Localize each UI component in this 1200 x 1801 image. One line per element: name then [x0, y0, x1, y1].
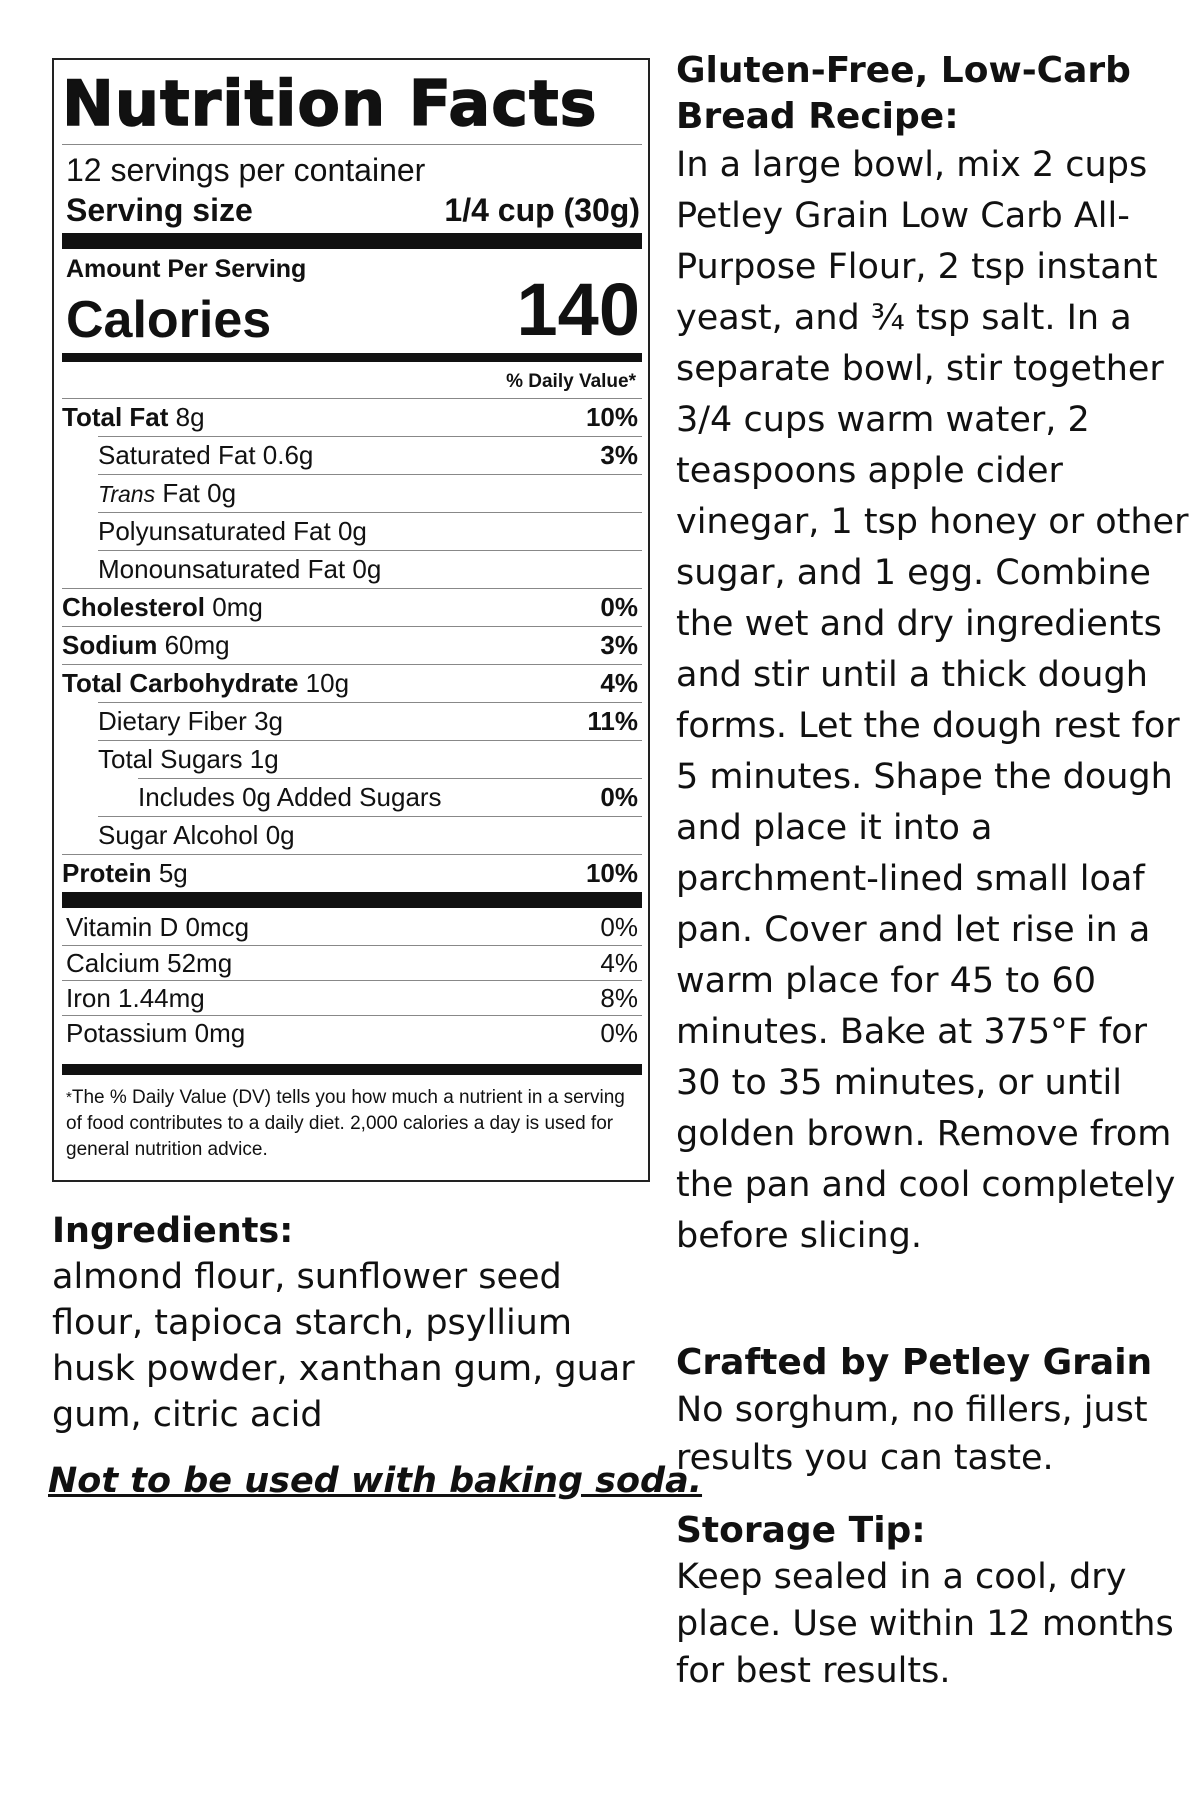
nutrition-facts-title: Nutrition Facts: [62, 67, 598, 140]
nutrient-label: Total Sugars: [98, 744, 243, 774]
vitamin-dv: 0%: [600, 912, 638, 942]
nutrient-amount: 0g: [352, 554, 382, 584]
footnote-text: The % Daily Value (DV) tells you how much a nutrient in a serving of food contributes to a daily diet. 2,000 calories a day is used for general nutrition advice.: [66, 1087, 625, 1160]
nutrient-dv: 0%: [600, 592, 638, 622]
nutrient-label: Total Carbohydrate: [62, 668, 299, 698]
nutrient-label: Polyunsaturated Fat: [98, 516, 331, 546]
amount-per-serving: Amount Per Serving: [66, 255, 307, 283]
nutrient-label: Sodium: [62, 630, 158, 660]
storage-section: [676, 1508, 1196, 1695]
nutrient-row-total-carbohydrate: [62, 664, 642, 702]
storage-heading: Storage Tip:: [676, 1510, 926, 1551]
medium-divider: [62, 353, 642, 362]
vitamin-row: [62, 945, 642, 980]
nutrient-dv: 10%: [585, 858, 638, 888]
vitamin-dv: 8%: [600, 982, 638, 1013]
storage-body: Keep sealed in a cool, dry place. Use within 12 months for best results.: [676, 1557, 1174, 1691]
calories-label: Calories: [66, 291, 272, 349]
nutrient-amount: 0.6g: [262, 440, 314, 470]
baking-soda-warning: Not to be used with baking soda.: [48, 1461, 703, 1501]
serving-size-label: Serving size: [66, 192, 253, 228]
vitamin-row: [62, 980, 642, 1015]
calories-value: 140: [516, 268, 640, 351]
nutrient-amount: 3g: [254, 706, 283, 736]
nutrient-amount: 10g: [305, 668, 350, 698]
vitamin-label: Vitamin D 0mcg: [66, 912, 250, 942]
nutrient-label: Dietary Fiber: [98, 706, 247, 736]
crafted-body: No sorghum, no fillers, just results you can taste.: [676, 1390, 1148, 1478]
nutrient-row-added-sugars: [138, 778, 642, 816]
nutrient-row-total-sugars: [98, 740, 642, 778]
ingredients-section: [52, 1208, 652, 1438]
vitamin-list: [62, 910, 642, 1050]
nutrient-row-total-fat: [62, 398, 642, 436]
nutrient-row-trans-fat: [98, 474, 642, 512]
nutrient-amount: 8g: [175, 402, 205, 432]
nutrient-amount: 0mg: [212, 592, 263, 622]
nutrient-amount: 60mg: [164, 630, 230, 660]
nutrient-row-sodium: [62, 626, 642, 664]
nutrient-amount: 0g: [337, 516, 367, 546]
vitamin-dv: 4%: [600, 947, 638, 978]
serving-size-value: 1/4 cup (30g): [444, 192, 640, 228]
nutrient-dv: 10%: [585, 402, 638, 432]
nutrient-label: Fat: [162, 478, 200, 508]
nutrient-amount: 1g: [249, 744, 279, 774]
nutrient-label: Cholesterol: [62, 592, 206, 622]
nutrient-row-polyunsaturated-fat: [98, 512, 642, 550]
nutrient-dv: 3%: [600, 440, 638, 470]
nutrient-amount: 5g: [158, 858, 188, 888]
nutrient-row-monounsaturated-fat: [98, 550, 642, 588]
daily-value-header: % Daily Value*: [506, 371, 636, 392]
vitamin-row: [62, 910, 642, 945]
nutrient-row-protein: [62, 854, 642, 892]
nutrient-label: Saturated Fat: [98, 440, 256, 470]
nutrient-row-cholesterol: [62, 588, 642, 626]
crafted-section: [676, 1340, 1196, 1482]
nutrient-label: Total Fat: [62, 402, 169, 432]
recipe-body: In a large bowl, mix 2 cups Petley Grain Low Carb All-Purpose Flour, 2 tsp instant yeast, and ¾ tsp salt. In a separate bowl, stir together 3/4 cups warm water, 2 teaspoons apple cider vinegar, 1 tsp honey or other sugar, and 1 egg. Combine the wet and dry ingredients and stir until a thick dough forms. Let the dough rest for 5 minutes. Shape the dough and place it into a parchment-lined small loaf pan. Cover and let rise in a warm place for 45 to 60 minutes. Bake at 375°F for 30 to 35 minutes, or until golden brown. Remove from the pan and cool completely before slicing.: [676, 145, 1189, 1256]
nutrient-label: Protein: [62, 858, 152, 888]
vitamin-label: Calcium 52mg: [66, 947, 233, 978]
nutrient-label-italic: Trans: [98, 481, 156, 507]
serving-size: [62, 189, 642, 231]
thick-divider: [62, 233, 642, 249]
recipe-section: [676, 48, 1196, 1262]
nutrient-label: Monounsaturated Fat: [98, 554, 346, 584]
nutrient-dv: 4%: [600, 668, 638, 698]
crafted-heading: Crafted by Petley Grain: [676, 1342, 1153, 1383]
servings-per-container: 12 servings per container: [62, 144, 642, 189]
vitamin-label: Potassium 0mg: [66, 1017, 246, 1048]
daily-value-footnote: [62, 1064, 642, 1163]
nutrient-row-saturated-fat: [98, 436, 642, 474]
nutrient-label: Sugar Alcohol: [98, 820, 259, 850]
nutrient-amount: 0g: [265, 820, 295, 850]
ingredients-body: almond flour, sunflower seed flour, tapioca starch, psyllium husk powder, xanthan gum, guar gum, citric acid: [52, 1257, 635, 1435]
nutrient-row-dietary-fiber: [98, 702, 642, 740]
thick-divider: [62, 892, 642, 908]
nutrient-dv: 0%: [600, 782, 638, 812]
recipe-heading: Gluten-Free, Low-Carb Bread Recipe:: [676, 50, 1131, 137]
nutrient-amount: 0g: [207, 478, 237, 508]
nutrition-facts-panel: [52, 58, 650, 1182]
footnote-star: *: [66, 1089, 72, 1106]
nutrient-dv: 11%: [587, 706, 638, 736]
vitamin-row: [62, 1015, 642, 1050]
vitamin-label: Iron 1.44mg: [66, 982, 205, 1013]
nutrient-row-sugar-alcohol: [98, 816, 642, 854]
nutrient-dv: 3%: [600, 630, 638, 660]
nutrient-label: Includes 0g Added Sugars: [138, 782, 442, 812]
vitamin-dv: 0%: [600, 1017, 638, 1048]
ingredients-heading: Ingredients:: [52, 1211, 294, 1251]
